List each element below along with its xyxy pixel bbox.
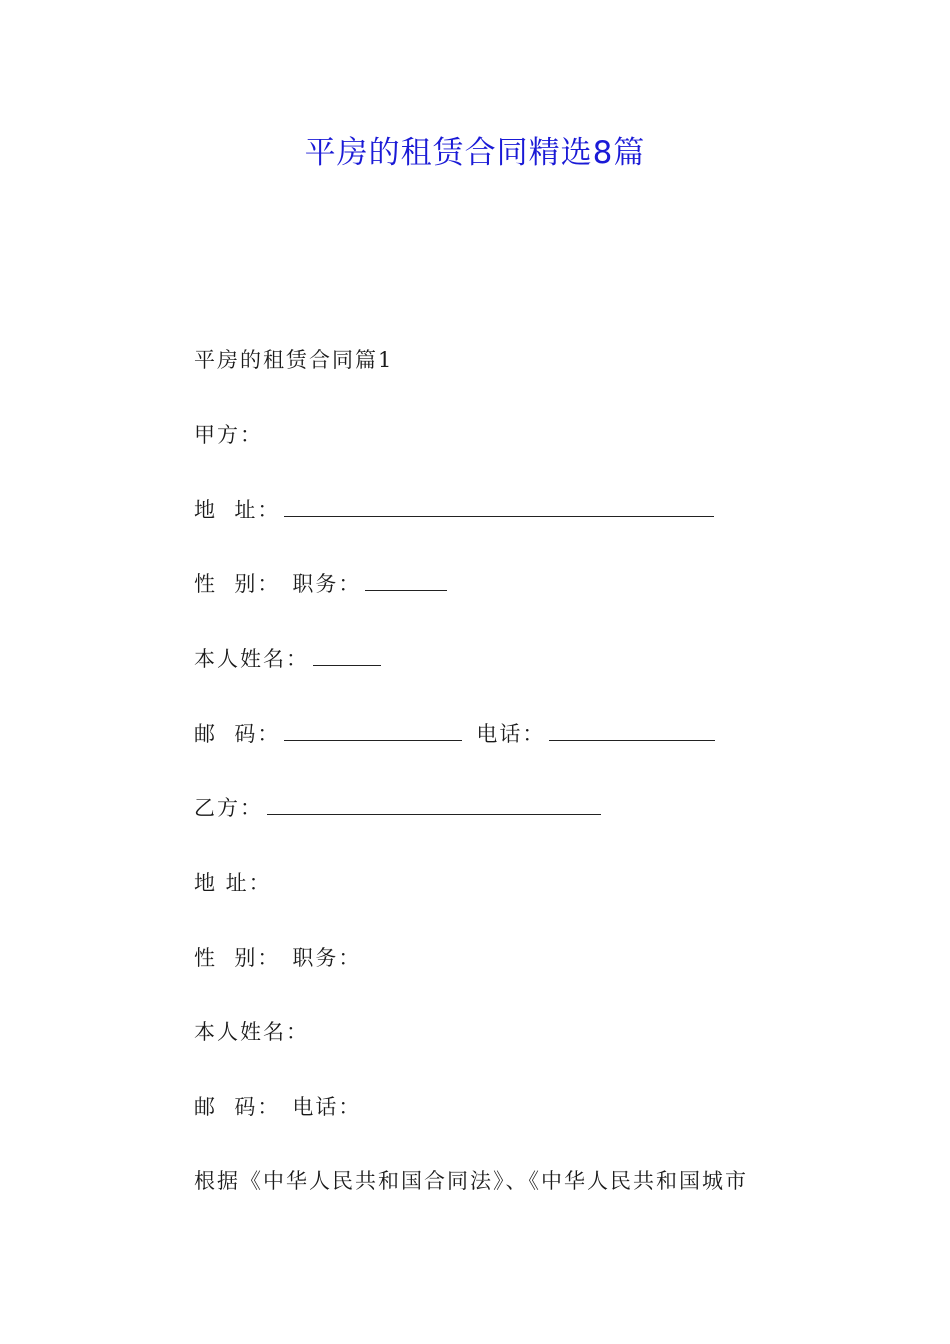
party-b-gender-label: 性 别： bbox=[194, 946, 281, 970]
party-a-postcode-field[interactable] bbox=[284, 719, 462, 741]
party-b-address-label: 地 址： bbox=[194, 871, 272, 895]
party-a-gender-row bbox=[194, 569, 447, 599]
party-a-phone-label: 电话： bbox=[476, 722, 546, 746]
party-a-address-label: 地 址： bbox=[194, 498, 281, 522]
party-a-postcode-row bbox=[194, 719, 715, 749]
party-b-field[interactable] bbox=[267, 793, 601, 815]
page-title: 平房的租赁合同精选8篇 bbox=[304, 135, 646, 171]
party-a-address-field[interactable] bbox=[284, 495, 714, 517]
party-b-position-label: 职务： bbox=[292, 946, 362, 970]
party-a-position-field[interactable] bbox=[365, 569, 447, 591]
party-b-postcode-row bbox=[194, 1092, 361, 1122]
party-b-phone-label: 电话： bbox=[292, 1095, 362, 1119]
party-a-address-row bbox=[194, 495, 714, 525]
party-a-position-label: 职务： bbox=[292, 572, 362, 596]
party-a-name-row bbox=[194, 644, 381, 674]
party-a-phone-field[interactable] bbox=[549, 719, 715, 741]
party-b-gender-row bbox=[194, 943, 361, 973]
party-a-label: 甲方： bbox=[194, 423, 263, 447]
party-b-postcode-label: 邮 码： bbox=[194, 1095, 281, 1119]
body-paragraph: 根据《中华人民共和国合同法》、《中华人民共和国城市 bbox=[194, 1169, 748, 1193]
section-heading: 平房的租赁合同篇1 bbox=[194, 348, 394, 372]
party-a-gender-label: 性 别： bbox=[194, 572, 281, 596]
party-b-label: 乙方： bbox=[194, 796, 263, 820]
party-b-name-label: 本人姓名： bbox=[194, 1020, 309, 1044]
party-b-row bbox=[194, 793, 601, 823]
party-a-postcode-label: 邮 码： bbox=[194, 722, 281, 746]
party-a-name-field[interactable] bbox=[313, 644, 381, 666]
party-a-name-label: 本人姓名： bbox=[194, 647, 309, 671]
